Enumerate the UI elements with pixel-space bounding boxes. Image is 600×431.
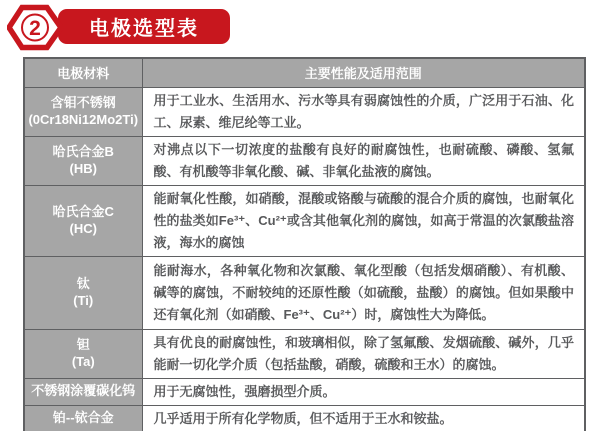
material-cell: [24, 87, 142, 136]
material-code: (HB): [69, 160, 97, 176]
material-name: 不锈钢涂覆碳化钨: [31, 383, 136, 399]
page-title: 电极选型表: [89, 18, 199, 40]
table-row: [24, 136, 585, 185]
step-number-badge: [7, 4, 63, 51]
description-cell: 对沸点以下一切浓度的盐酸有良好的耐腐蚀性，也耐硫酸、磷酸、氢氟酸、有机酸等非氧化酸、碱、非氧化盐液的腐蚀。: [142, 136, 585, 185]
page-header: [0, 0, 600, 56]
material-cell: [24, 378, 142, 405]
material-cell: [24, 405, 142, 431]
material-cell: [24, 329, 142, 378]
description-cell: 用于工业水、生活用水、污水等具有弱腐蚀性的介质，广泛用于石油、化工、尿素、维尼纶等工业。: [142, 87, 585, 136]
table-row: [24, 87, 585, 136]
title-ribbon: [58, 9, 230, 44]
description-cell: 能耐氧化性酸，如硝酸，混酸或铬酸与硫酸的混合介质的腐蚀，也耐氧化性的盐类如Fe³⁺、Cu²⁺或含其他氧化剂的腐蚀，如高于常温的次氯酸盐溶液，海水的腐蚀: [142, 185, 585, 256]
material-code: (Ti): [73, 292, 94, 308]
material-code: (0Cr18Ni12Mo2Ti): [28, 111, 139, 127]
table-row: [24, 405, 585, 431]
material-name: 含钼不锈钢: [50, 94, 116, 110]
material-name: 钽: [76, 336, 90, 352]
material-cell: [24, 256, 142, 329]
material-name: 铂--铱合金: [52, 410, 114, 426]
table-row: [24, 329, 585, 378]
table-row: [24, 256, 585, 329]
column-header-material: 电极材料: [24, 58, 142, 87]
material-name: 哈氏合金B: [52, 143, 114, 159]
material-cell: [24, 136, 142, 185]
table-row: [24, 378, 585, 405]
table-header-row: [24, 58, 585, 87]
material-cell: [24, 185, 142, 256]
description-cell: 几乎适用于所有化学物质，但不适用于王水和铵盐。: [142, 405, 585, 431]
electrode-selection-table: [23, 57, 586, 431]
description-cell: 具有优良的耐腐蚀性，和玻璃相似，除了氢氟酸、发烟硫酸、碱外，几乎能耐一切化学介质（包括盐酸，硝酸，硫酸和王水）的腐蚀。: [142, 329, 585, 378]
badge-number: 2: [29, 17, 41, 40]
material-name: 钛: [76, 275, 90, 291]
table-row: [24, 185, 585, 256]
column-header-performance: 主要性能及适用范围: [142, 58, 585, 87]
material-code: (HC): [69, 220, 97, 236]
material-code: (Ta): [71, 353, 95, 369]
material-name: 哈氏合金C: [52, 203, 114, 219]
description-cell: 用于无腐蚀性，强磨损型介质。: [142, 378, 585, 405]
description-cell: 能耐海水，各种氧化物和次氯酸、氧化型酸（包括发烟硝酸）、有机酸、碱等的腐蚀，不耐较纯的还原性酸（如硫酸，盐酸）的腐蚀。但如果酸中还有氧化剂（如硝酸、Fe³⁺、Cu²⁺）时，腐蚀性大为降低。: [142, 256, 585, 329]
